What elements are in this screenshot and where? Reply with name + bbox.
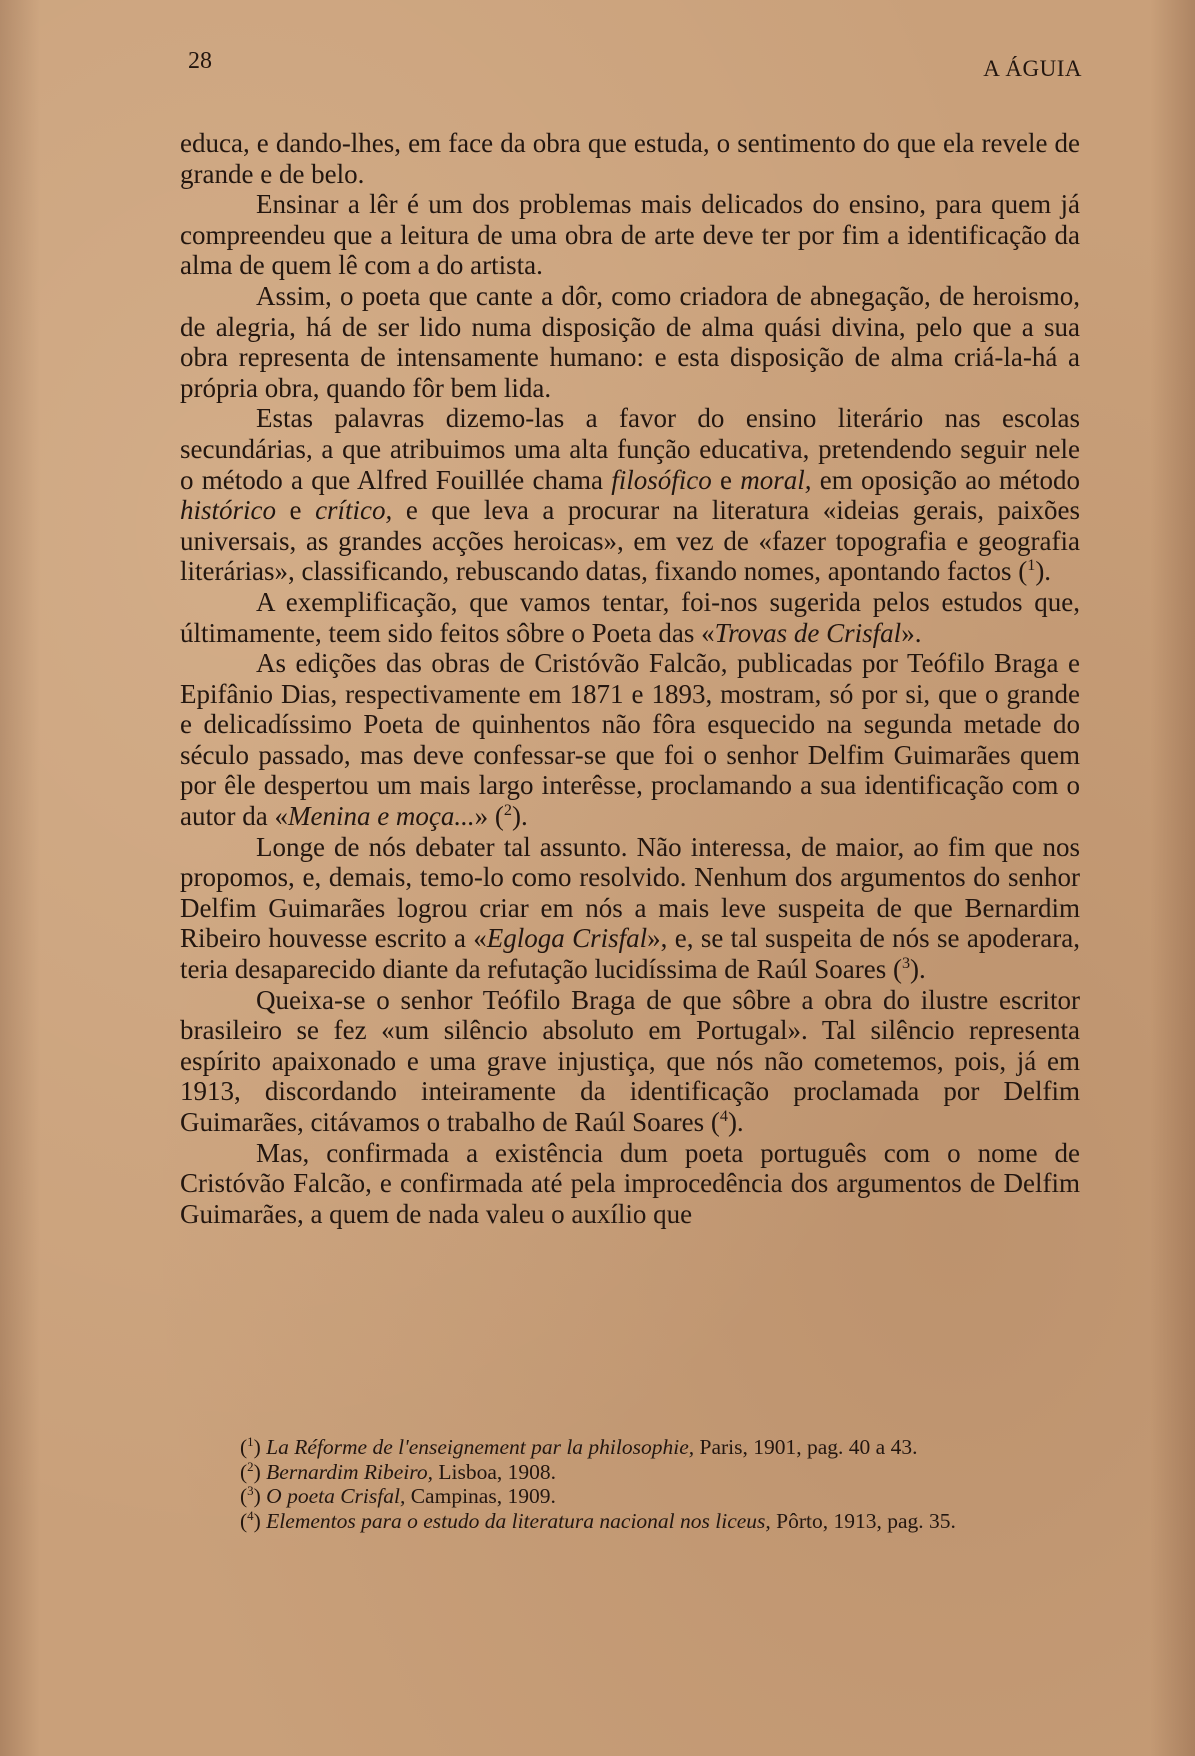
text-span: A exemplificação, que vamos tentar, foi-nos sugerida pelos estudos que, últimamente, teem sido feitos sôbre o Poeta das «: [180, 586, 1080, 648]
text-span: e que leva a procurar na literatura «ideias gerais, paixões universais, as grandes acções heroicas», em vez de «fazer topografia e geografia literárias», classificando, rebuscando datas, fixando nomes, apontando factos (: [180, 495, 1081, 587]
footnotes: [180, 1435, 1068, 1533]
text-span: Queixa-se o senhor Teófilo Braga de que sôbre a obra do ilustre escritor brasileiro se fez «um silêncio absoluto em Portugal». Tal silêncio representa espírito apaixonado e uma grave injustiça, que nós não cometemos, pois, já em 1913, discordando inteiramente da identificação proclamada por Delfim Guimarães, citávamos o trabalho de Raúl Soares (: [180, 984, 1080, 1137]
footnote-text: Lisboa, 1908.: [432, 1459, 557, 1484]
paragraph: educa, e dando-lhes, em face da obra que estuda, o sentimento do que ela revele de grande e de belo.: [180, 128, 1080, 189]
text-span: ).: [1035, 556, 1052, 587]
footnote-mark: 4: [247, 1508, 254, 1523]
paragraph: Assim, o poeta que cante a dôr, como criadora de abnegação, de heroismo, de alegria, há de ser lido numa disposição de alma quási divina, pelo que a sua obra representa de intensamente humano: e esta disposição de alma criá-la-há a própria obra, quando fôr bem lida.: [180, 280, 1080, 403]
paragraph: Ensinar a lêr é um dos problemas mais delicados do ensino, para quem já compreendeu que a leitura de uma obra de arte deve ter por fim a identificação da alma de quem lê com a do artista.: [180, 189, 1080, 281]
page-header: [188, 48, 1082, 82]
footnote-text: Campinas, 1909.: [405, 1484, 556, 1508]
text-span: Longe de nós debater tal assunto. Não interessa, de maior, ao fim que nos propomos, e, demais, temo-lo como resolvido. Nenhum dos argumentos do senhor Delfim Guimarães logrou criar em nós a mais leve suspeita de que Bernardim Ribeiro houvesse escrito a «: [180, 831, 1080, 954]
italic-term: histórico: [180, 495, 277, 526]
footnote-title: La Réforme de l'enseignement par la philosophie,: [266, 1435, 695, 1459]
italic-term: filosófico: [611, 464, 712, 495]
footnote-title: Elementos para o estudo da literatura nacional nos liceus,: [266, 1508, 771, 1533]
paragraph: [180, 403, 1080, 587]
footnote-mark: 2: [247, 1459, 254, 1474]
footnote-ref[interactable]: 3: [901, 954, 911, 973]
footnote-ref[interactable]: 4: [719, 1107, 728, 1125]
italic-title: Menina e moça...: [287, 801, 475, 832]
italic-title: Egloga Crisfal: [486, 923, 648, 954]
footnote-text: Pôrto, 1913, pag. 35.: [770, 1508, 956, 1533]
footnote-mark: 1: [247, 1434, 254, 1449]
text-span: e: [276, 495, 316, 526]
footnote-text: Paris, 1901, pag. 40 a 43.: [694, 1435, 918, 1459]
paragraph: Mas, confirmada a existência dum poeta português com o nome de Cristóvão Falcão, e confirmada até pela improcedência dos argumentos de Delfim Guimarães, a quem de nada valeu o auxílio que: [180, 1137, 1080, 1229]
text-span: em oposição ao método: [811, 464, 1081, 495]
text-span: Estas palavras dizemo-las a favor do ensino literário nas escolas secundárias, a que atribuimos uma alta função educativa, pretendendo seguir nele o método a que Alfred Fouillée chama: [180, 403, 1080, 495]
italic-term: moral,: [740, 464, 812, 495]
footnote-mark: 3: [247, 1483, 254, 1498]
italic-term: crítico,: [315, 495, 393, 526]
paragraph: [180, 648, 1080, 832]
footnote-ref[interactable]: 2: [503, 801, 513, 820]
footnote: ($^1$) La Réforme de l'enseignement par la philosophie, Paris, 1901, pag. 40 a 43.: [240, 1434, 918, 1459]
paragraph: [180, 587, 1080, 648]
footnote: ($^4$) Elementos para o estudo da literatura nacional nos liceus, Pôrto, 1913, pag. 35.: [240, 1508, 956, 1533]
text-span: ).: [512, 801, 528, 832]
footnote-title: Bernardim Ribeiro,: [266, 1459, 433, 1484]
paragraph: [180, 985, 1080, 1138]
text-span: ».: [901, 617, 922, 648]
body-text: [180, 128, 1080, 1229]
text-span: ).: [727, 1107, 744, 1137]
text-span: ).: [910, 954, 926, 985]
paragraph: [180, 832, 1080, 985]
text-span: As edições das obras de Cristóvão Falcão, publicadas por Teófilo Braga e Epifânio Dias, respectivamente em 1871 e 1893, mostram, só por si, que o grande e delicadíssimo Poeta de quinhentos não fôra esquecido na segunda metade do século passado, mas deve confessar-se que foi o senhor Delfim Guimarães quem por êle despertou um mais largo interêsse, proclamando a sua identificação com o autor da «: [180, 648, 1080, 832]
footnote-title: O poeta Crisfal,: [266, 1484, 406, 1508]
footnote: ($^2$) Bernardim Ribeiro, Lisboa, 1908.: [240, 1459, 557, 1484]
footnote-ref[interactable]: 1: [1027, 556, 1036, 575]
text-span: », e, se tal suspeita de nós se apoderara, teria desaparecido diante da refutação lucidíssima de Raúl Soares (: [180, 923, 1080, 985]
page-number: 28: [188, 48, 212, 74]
text-span: e: [711, 464, 741, 495]
footnote: ($^3$) O poeta Crisfal, Campinas, 1909.: [240, 1483, 556, 1508]
text-span: » (: [474, 801, 504, 832]
running-title: A ÁGUIA: [983, 56, 1082, 81]
italic-title: Trovas de Crisfal: [714, 617, 902, 648]
